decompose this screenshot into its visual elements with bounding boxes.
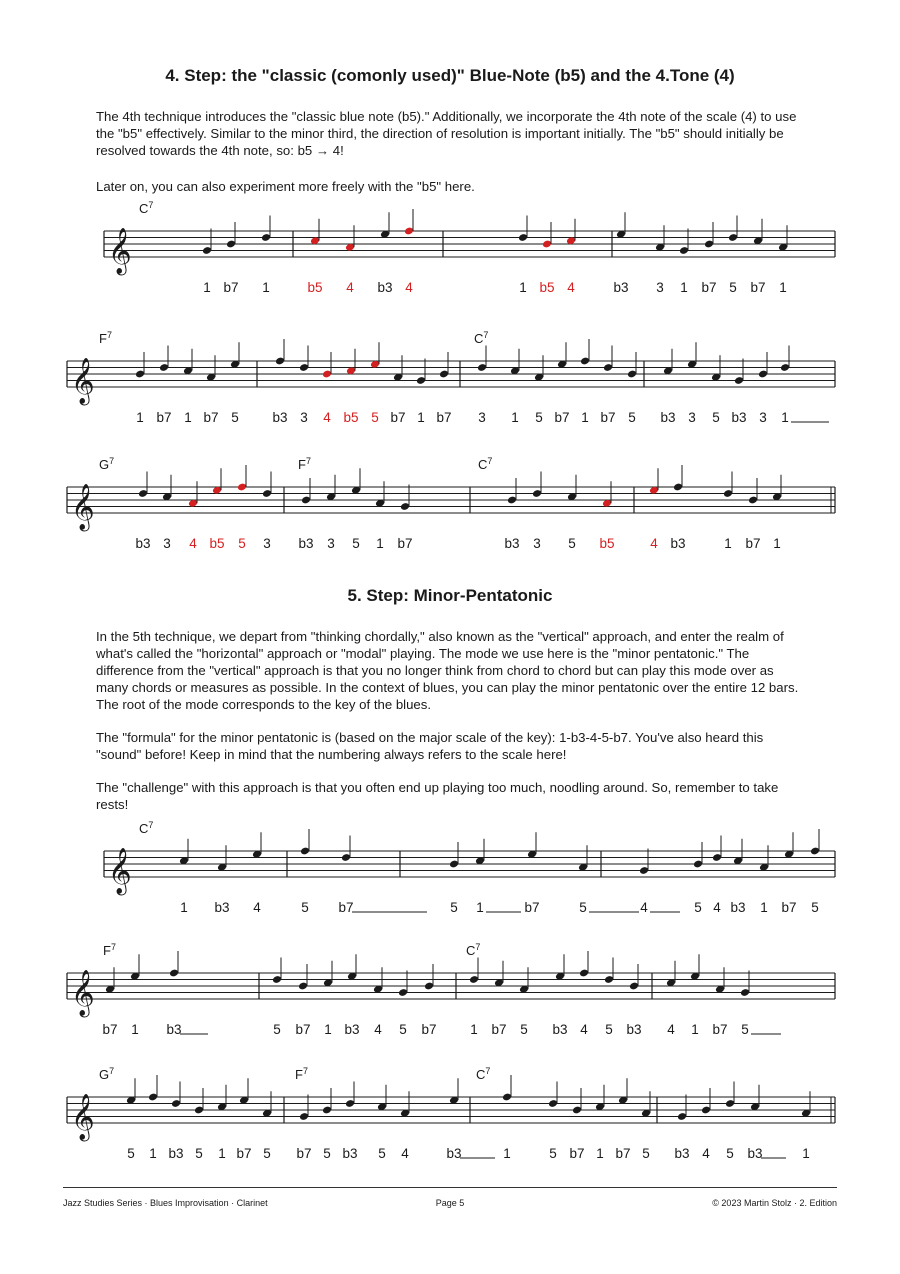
scale-degree-label: 3 [759,410,767,425]
scale-degree-label: 1 [218,1146,226,1161]
chord-symbol: $F^7$ [295,1066,308,1082]
scale-degree-label: 1 [203,280,211,295]
scale-degree-label: 4 [405,280,413,295]
treble-clef-icon: 𝄞 [71,970,95,1016]
scale-degree-label: 5 [231,410,239,425]
scale-degree-label: b3 [660,410,676,425]
scale-degree-label: 1 [417,410,425,425]
scale-degree-label: b3 [670,536,686,551]
scale-degree-label: 5 [323,1146,331,1161]
section-4-paragraph-1: The 4th technique introduces the "classic blue note (b5)." Additionally, we incorporate the 4th note of the scale (4) to use the "b5" effectively. Similar to the minor third, the direction of resolution is important initially. The "b5" should initially be resolved towards the 4th note, so: b5 → 4! [96,109,797,158]
scale-degree-label: b7 [102,1022,118,1037]
scale-degree-label: 5 [371,410,379,425]
scale-degree-label: b3 [552,1022,568,1037]
scale-degree-label: 1 [596,1146,604,1161]
scale-degree-label: 5 [642,1146,650,1161]
scale-degree-label: b7 [569,1146,585,1161]
section-5-paragraph-2: The "formula" for the minor pentatonic is (based on the major scale of the key): 1-b3-4-5-b7. You've also heard this "sound" before! Keep in mind that the numbering always refers to the scale here! [96,730,764,762]
scale-degree-label: 3 [300,410,308,425]
scale-degree-label: 5 [352,536,360,551]
scale-degree-label: 1 [519,280,527,295]
scale-degree-label: b7 [203,410,219,425]
scale-degree-label: b3 [342,1146,358,1161]
scale-degree-label: b3 [168,1146,184,1161]
chord-symbol: $C^7$ [139,200,154,216]
scale-degree-label: 4 [713,900,721,915]
chord-symbol: $C^7$ [476,1066,491,1082]
scale-degree-label: 5 [520,1022,528,1037]
scale-degree-label: 5 [127,1146,135,1161]
scale-degree-label: b5 [307,280,323,295]
scale-degree-label: b7 [750,280,766,295]
treble-clef-icon: 𝄞 [108,848,132,894]
scale-degree-label: 5 [238,536,246,551]
scale-degree-label: 4 [567,280,575,295]
staff-system-s4-line3 [67,456,835,551]
scale-degree-label: 3 [327,536,335,551]
scale-degree-label: 5 [549,1146,557,1161]
footer-divider [63,1187,837,1188]
scale-degree-label: 1 [773,536,781,551]
chord-symbol: $G^7$ [99,1066,115,1082]
chord-symbol: $F^7$ [103,942,116,958]
scale-degree-label: 1 [802,1146,810,1161]
scale-degree-label: 5 [741,1022,749,1037]
scale-degree-label: b7 [491,1022,507,1037]
scale-degree-label: b7 [701,280,717,295]
treble-clef-icon: 𝄞 [108,228,132,274]
scale-degree-label: 3 [163,536,171,551]
scale-degree-label: 5 [729,280,737,295]
scale-degree-label: b3 [674,1146,690,1161]
scale-degree-label: 1 [503,1146,511,1161]
scale-degree-label: 5 [263,1146,271,1161]
chord-symbol: $C^7$ [474,330,489,346]
scale-degree-label: b7 [296,1146,312,1161]
footer-series: Jazz Studies Series · Blues Improvisation · Clarinet [63,1198,268,1208]
scale-degree-label: 1 [581,410,589,425]
scale-degree-label: 5 [605,1022,613,1037]
treble-clef-icon: 𝄞 [71,358,95,404]
scale-degree-label: 5 [273,1022,281,1037]
scale-degree-label: b7 [436,410,452,425]
scale-degree-label: 1 [470,1022,478,1037]
scale-degree-label: b3 [613,280,629,295]
scale-degree-label: b7 [615,1146,631,1161]
scale-degree-label: b7 [397,536,413,551]
scale-degree-label: 1 [760,900,768,915]
scale-degree-label: 4 [253,900,261,915]
scale-degree-label: 5 [195,1146,203,1161]
chord-symbol: $C^7$ [478,456,493,472]
scale-degree-label: b3 [446,1146,462,1161]
scale-degree-label: b5 [539,280,555,295]
scale-degree-label: 5 [301,900,309,915]
scale-degree-label: b7 [338,900,354,915]
scale-degree-label: 5 [579,900,587,915]
scale-degree-label: 1 [779,280,787,295]
scale-degree-label: 1 [136,410,144,425]
scale-degree-label: 1 [724,536,732,551]
scale-degree-label: 1 [131,1022,139,1037]
scale-degree-label: 3 [263,536,271,551]
scale-degree-label: 1 [511,410,519,425]
scale-degree-label: b7 [236,1146,252,1161]
scale-degree-label: b3 [166,1022,182,1037]
scale-degree-label: b3 [730,900,746,915]
scale-degree-label: 5 [628,410,636,425]
scale-degree-label: 4 [640,900,648,915]
section-5-paragraph-3: The "challenge" with this approach is that you often end up playing too much, noodling around. So, remember to take rests! [96,780,779,812]
scale-degree-label: 4 [667,1022,675,1037]
scale-degree-label: 1 [476,900,484,915]
scale-degree-label: b7 [390,410,406,425]
scale-degree-label: b3 [344,1022,360,1037]
scale-degree-label: b7 [223,280,239,295]
scale-degree-label: 4 [650,536,658,551]
scale-degree-label: b7 [781,900,797,915]
scale-degree-label: 5 [568,536,576,551]
scale-degree-label: b3 [135,536,151,551]
scale-degree-label: b5 [209,536,225,551]
footer-page-number: Page 5 [435,1198,465,1208]
section-4-title: 4. Step: the "classic (comonly used)" Blue-Note (b5) and the 4.Tone (4) [165,66,735,85]
scale-degree-label: 3 [688,410,696,425]
scale-degree-label: b3 [747,1146,763,1161]
scale-degree-label: b3 [504,536,520,551]
chord-symbol: $C^7$ [466,942,481,958]
staff-system-s5-line3 [67,1066,835,1161]
scale-degree-label: b7 [156,410,172,425]
section-4-paragraph-2: Later on, you can also experiment more freely with the "b5" here. [96,179,475,194]
scale-degree-label: 5 [712,410,720,425]
scale-degree-label: 5 [694,900,702,915]
chord-symbol: $F^7$ [99,330,112,346]
scale-degree-label: b3 [298,536,314,551]
scale-degree-label: 1 [184,410,192,425]
scale-degree-label: b3 [626,1022,642,1037]
scale-degree-label: 4 [702,1146,710,1161]
scale-degree-label: 1 [376,536,384,551]
scale-degree-label: 4 [401,1146,409,1161]
section-5-paragraph-1: In the 5th technique, we depart from "thinking chordally," also known as the "vertical" approach, and enter the realm of what's called the "horizontal" approach or "modal" playing. The mode we use here is the "minor pentatonic." The difference from the "vertical" approach is that you no longer think from chord to chord but can play this mode over as many chords or measures as possible. In the context of blues, you can play the minor pentatonic over the entire 12 bars. The root of the mode corresponds to the key of the blues. [96,629,799,712]
scale-degree-label: 4 [189,536,197,551]
staff-system-s5-line1 [104,820,835,915]
scale-degree-label: 3 [656,280,664,295]
section-5-title: 5. Step: Minor-Pentatonic [347,586,553,605]
scale-degree-label: b5 [343,410,359,425]
scale-degree-label: b7 [524,900,540,915]
chord-symbol: $C^7$ [139,820,154,836]
scale-degree-label: 5 [378,1146,386,1161]
scale-degree-label: b3 [731,410,747,425]
scale-degree-label: 5 [811,900,819,915]
treble-clef-icon: 𝄞 [71,484,95,530]
scale-degree-label: b7 [712,1022,728,1037]
scale-degree-label: 1 [691,1022,699,1037]
scale-degree-label: b3 [377,280,393,295]
scale-degree-label: 4 [346,280,354,295]
scale-degree-label: 5 [726,1146,734,1161]
staff-system-s4-line2 [67,330,835,425]
footer-copyright: © 2023 Martin Stolz · 2. Edition [712,1198,837,1208]
scale-degree-label: 5 [399,1022,407,1037]
scale-degree-label: b7 [600,410,616,425]
scale-degree-label: 1 [180,900,188,915]
chord-symbol: $G^7$ [99,456,115,472]
scale-degree-label: 4 [374,1022,382,1037]
scale-degree-label: 1 [781,410,789,425]
scale-degree-label: 1 [324,1022,332,1037]
scale-degree-label: 4 [323,410,331,425]
treble-clef-icon: 𝄞 [71,1094,95,1140]
scale-degree-label: 4 [580,1022,588,1037]
scale-degree-label: b7 [554,410,570,425]
staff-system-s5-line2 [67,942,835,1037]
scale-degree-label: b5 [599,536,615,551]
chord-symbol: $F^7$ [298,456,311,472]
scale-degree-label: 5 [535,410,543,425]
scale-degree-label: 1 [262,280,270,295]
scale-degree-label: 3 [533,536,541,551]
scale-degree-label: 3 [478,410,486,425]
scale-degree-label: b7 [745,536,761,551]
scale-degree-label: 1 [149,1146,157,1161]
scale-degree-label: b7 [421,1022,437,1037]
staff-system-s4-line1 [104,200,835,295]
scale-degree-label: b3 [214,900,230,915]
scale-degree-label: b3 [272,410,288,425]
scale-degree-label: 5 [450,900,458,915]
scale-degree-label: b7 [295,1022,311,1037]
scale-degree-label: 1 [680,280,688,295]
